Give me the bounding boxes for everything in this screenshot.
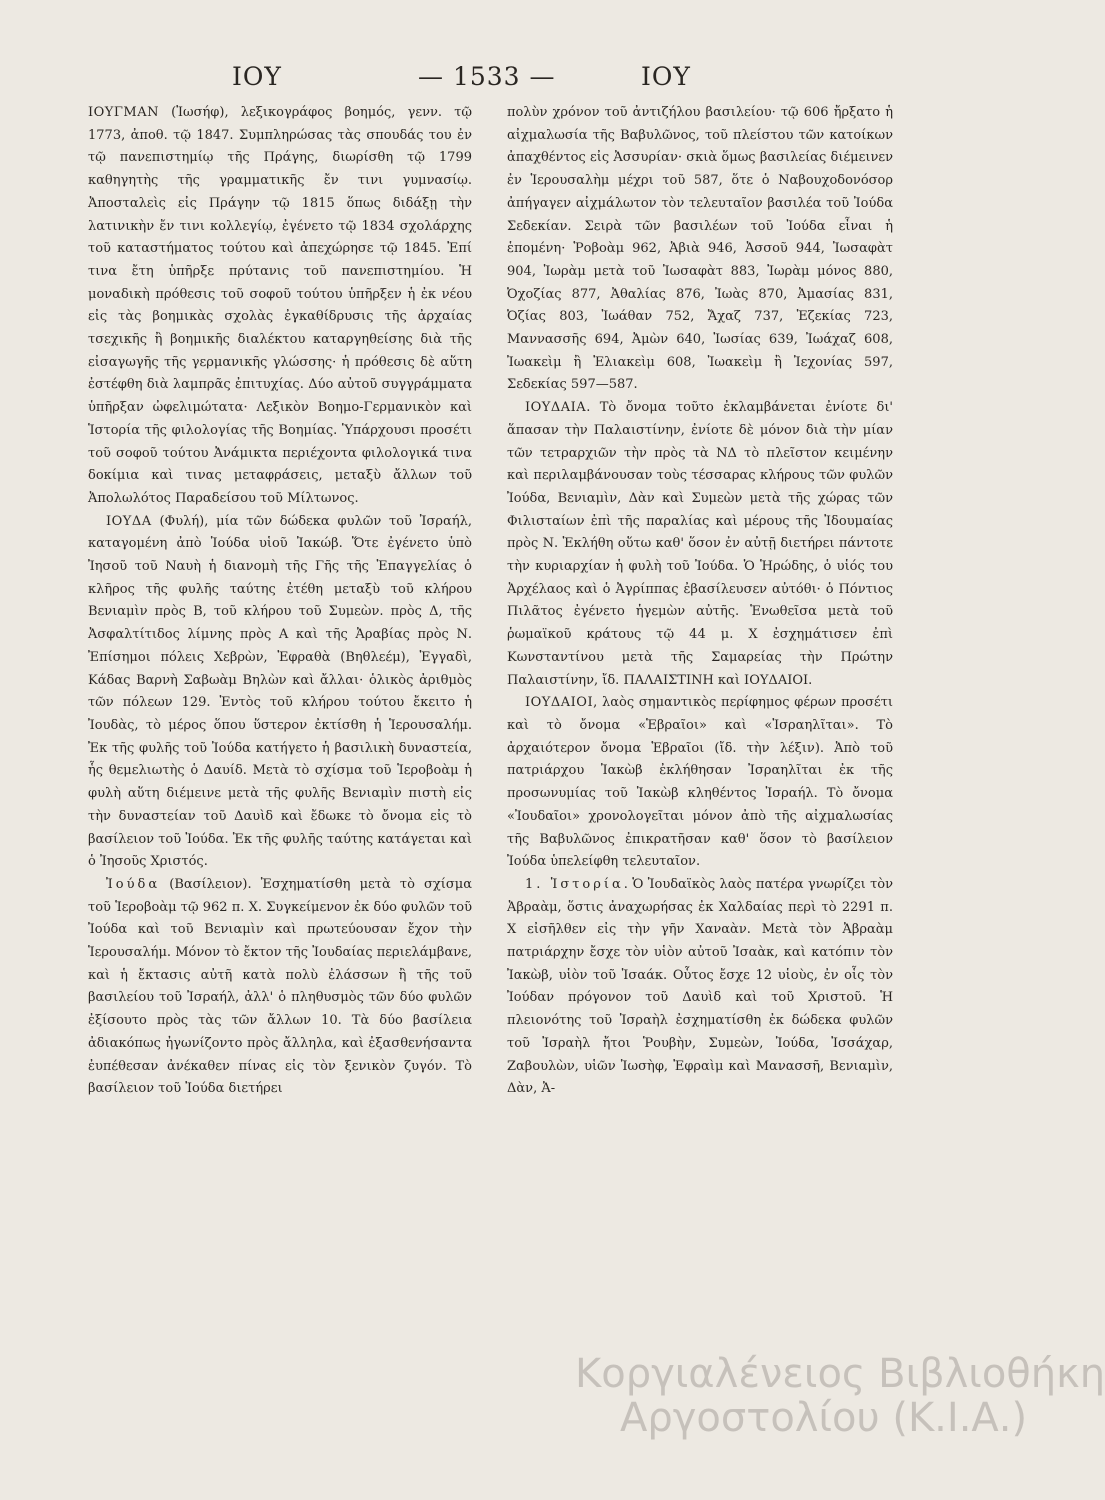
header-right-guideword: ΙΟΥ [641, 62, 691, 91]
left-column [88, 102, 472, 1482]
entry-continuation [507, 102, 893, 397]
entry-text: (Φυλή), μία τῶν δώδεκα φυλῶν τοῦ Ἰσραήλ, καταγομένη ἀπὸ Ἰούδα υἱοῦ Ἰακώβ. Ὅτε ἐγένετο ὑπὸ Ἰησοῦ τοῦ Ναυὴ ἡ διανομὴ τῆς Γῆς τῆς Ἐπαγγελίας ὁ κλῆρος τῆς φυλῆς ταύτης ἐτέθη μεταξὺ τοῦ κλήρου Βενιαμὶν πρὸς Β, τοῦ κλήρου τοῦ Συμεὼν. πρὸς Δ, τῆς Ἀσφαλτίτιδος λίμνης πρὸς Α καὶ τῆς Ἀραβίας πρὸς Ν. Ἐπίσημοι πόλεις Χεβρὼν, Ἐφραθὰ (Βηθλεέμ), Ἐγγαδὶ, Κάδας Βαρνὴ Σαβωὰμ Βηλὼν καὶ ἄλλαι· ὁλικὸς ἀριθμὸς τῶν πόλεων 129. Ἐντὸς τοῦ κλήρου τούτου ἔκειτο ἡ Ἰουδὰς, τὸ μέρος ὅπου ὕστερον ἐκτίσθη ἡ Ἱερουσαλήμ. Ἐκ τῆς φυλῆς τοῦ Ἰούδα κατήγετο ἡ βασιλικὴ δυναστεία, ἧς θεμελιωτὴς ὁ Δαυίδ. Μετὰ τὸ σχίσμα τοῦ Ἱεροβοὰμ ἡ φυλὴ αὕτη διέμεινε μετὰ τῆς φυλῆς Βενιαμὶν πιστὴ εἰς τὴν δυναστείαν τοῦ Δαυὶδ καὶ ἔδωκε τὸ ὄνομα εἰς τὸ βασίλειον τοῦ Ἰούδα. Ἐκ τῆς φυλῆς ταύτης κατάγεται καὶ ὁ Ἰησοῦς Χριστός. [88, 513, 472, 870]
entry-text: . Τὸ ὄνομα τοῦτο ἐκλαμβάνεται ἐνίοτε δι' ἅπασαν τὴν Παλαιστίνην, ἐνίοτε δὲ μόνον διὰ τὴν μίαν τῶν τετραρχιῶν τὴν πρὸς τὰ ΝΔ τὸ πλεῖστον κειμένην καὶ περιλαμβάνουσαν τοὺς τέσσαρας κλήρους τῶν φυλῶν Ἰούδα, Βενιαμὶν, Δὰν καὶ Συμεὼν μετὰ τῆς χώρας τῶν Φιλισταίων ἐπὶ τῆς παραλίας καὶ μέρους τῆς Ἰδουμαίας πρὸς Ν. Ἐκλήθη οὕτω καθ' ὅσον ἐν αὐτῇ διετήρει πάντοτε τὴν κυριαρχίαν ἡ φυλὴ τοῦ Ἰούδα. Ὁ Ἡρώδης, ὁ υἱός του Ἀρχέλαος καὶ ὁ Ἀγρίππας ἐβασίλευσεν αὐτόθι· ὁ Πόντιος Πιλᾶτος ἐγένετο ἡγεμὼν αὐτῆς. Ἑνωθεῖσα μετὰ τοῦ ῥωμαϊκοῦ κράτους τῷ 44 μ. Χ ἐσχημάτισεν ἐπὶ Κωνσταντίνου μετὰ τῆς Σαμαρείας τὴν Πρώτην Παλαιστίνην, ἴδ. ΠΑΛΑΙΣΤΙΝΗ καὶ ΙΟΥΔΑΙΟΙ. [507, 400, 893, 688]
entry-ioudaioi [507, 692, 893, 874]
entry-text: (Βασίλειον). Ἐσχηματίσθη μετὰ τὸ σχίσμα τοῦ Ἱεροβοὰμ τῷ 962 π. Χ. Συγκείμενον ἐκ δύο φυλῶν τοῦ Ἰούδα καὶ τοῦ Βενιαμὶν καὶ πρωτεύουσαν ἔχον τὴν Ἱερουσαλήμ. Μόνον τὸ ἔκτον τῆς Ἰουδαίας περιελάμβανε, καὶ ἡ ἔκτασις αὐτῆ κατὰ πολὺ ἐλάσσων ἢ τῆς τοῦ βασιλείου τοῦ Ἰσραήλ, ἀλλ' ὁ πληθυσμὸς τῶν δύο φυλῶν ἐξίσουτο πρὸς τὰς τῶν ἄλλων 10. Τὰ δύο βασίλεια ἀδιακόπως ἠγωνίζοντο πρὸς ἄλληλα, καὶ ἐξασθενήσαντα ἐυπέθεσαν ἀνέκαθεν πίνας εἰς τὸν ξενικὸν ζυγόν. Τὸ βασίλειον τοῦ Ἰούδα διετήρει [88, 876, 472, 1097]
header-left-guideword: ΙΟΥ [232, 62, 282, 91]
watermark-line-2: Αργοστολίου (Κ.Ι.Α.) [620, 1395, 1028, 1441]
entry-headword: ΙΟΥΔΑ [106, 513, 152, 529]
entry-text: , λαὸς σημαντικὸς περίφημος φέρων προσέτι καὶ τὸ ὄνομα «Ἑβραῖοι» καὶ «Ἰσραηλῖται». Τὸ ἀρχαιότερον ὄνομα Ἑβραῖοι (ἴδ. τὴν λέξιν). Ἀπὸ τοῦ πατριάρχου Ἰακὼβ ἐκλήθησαν Ἰσραηλῖται ἐκ τῆς προσωνυμίας τοῦ Ἰακὼβ κληθέντος Ἰσραήλ. Τὸ ὄνομα «Ἰουδαῖοι» χρονολογεῖται μόνον ἀπὸ τῆς αἰχμαλωσίας τῆς Βαβυλῶνος ἐπικρατῆσαν καθ' ὅσον τὸ βασίλειον Ἰούδα ὑπελείφθη τελευταῖον. [507, 695, 893, 870]
entry-iougman [88, 102, 472, 511]
entry-headword: ΙΟΥΔΑΙΟΙ [525, 695, 594, 711]
watermark-line-1: Κοργιαλένειος Βιβλιοθήκη [575, 1351, 1105, 1397]
entry-iouda-tribe [88, 511, 472, 874]
entry-text: (Ἰωσήφ), λεξικογράφος βοημός, γενν. τῷ 1773, ἀποθ. τῷ 1847. Συμπληρώσας τὰς σπουδάς του ἐν τῷ πανεπιστημίῳ τῆς Πράγης, διωρίσθη τῷ 1799 καθηγητὴς τῆς γραμματικῆς ἔν τινι γυμνασίῳ. Ἀποσταλεὶς εἰς Πράγην τῷ 1815 ὅπως διδάξῃ τὴν λατινικὴν ἔν τινι κολλεγίῳ, ἐγένετο τῷ 1834 σχολάρχης τοῦ καταστήματος τούτου καὶ ἀπεχώρησε τῷ 1845. Ἐπί τινα ἔτη ὑπῆρξε πρύτανις τοῦ πανεπιστημίου. Ἡ μοναδικὴ πρόθεσις τοῦ σοφοῦ τούτου ὑπῆρξεν ἡ ἐκ νέου εἰς τὰς βοημικὰς σχολὰς ἐγκαθίδρυσις τῆς ἀρχαίας τσεχικῆς ἢ βοημικῆς διαλέκτου καταργηθείσης διὰ τῆς εἰσαγωγῆς τῆς γερμανικῆς γλώσσης· ἡ πρόθεσις δὲ αὕτη ἐστέφθη διὰ λαμπρᾶς ἐπιτυχίας. Δύο αὐτοῦ συγγράμματα ὑπῆρξαν ὠφελιμώτατα· Λεξικὸν Βοημο-Γερμανικὸν καὶ Ἱστορία τῆς φιλολογίας τῆς Βοημίας. Ὑπάρχουσι προσέτι τοῦ σοφοῦ τούτου Ἀνάμικτα περιέχοντα φιλολογικά τινα δοκίμια καὶ τινας μεταφράσεις, μεταξὺ ἄλλων τοῦ Ἀπολωλότος Παραδείσου τοῦ Μίλτωνος. [88, 105, 472, 506]
entry-iouda-kingdom [88, 874, 472, 1101]
entry-text: πολὺν χρόνον τοῦ ἀντιζήλου βασιλείου· τῷ 606 ἤρξατο ἡ αἰχμαλωσία τῆς Βαβυλῶνος, τοῦ πλείστου τῶν κατοίκων ἀπαχθέντος εἰς Ἀσσυρίαν· σκιὰ ὅμως βασιλείας διέμεινεν ἐν Ἱερουσαλὴμ μέχρι τοῦ 587, ὅτε ὁ Ναβουχοδονόσορ ἀπήγαγεν αἰχμάλωτον τὸν τελευταῖον βασιλέα τοῦ Ἰούδα Σεδεκίαν. Σειρὰ τῶν βασιλέων τοῦ Ἰούδα εἶναι ἡ ἑπομένη· Ῥοβοὰμ 962, Ἀβιὰ 946, Ἀσσοῦ 944, Ἰωσαφὰτ 904, Ἰωρὰμ μετὰ τοῦ Ἰωσαφὰτ 883, Ἰωρὰμ μόνος 880, Ὀχοζίας 877, Ἀθαλίας 876, Ἰωὰς 870, Ἀμασίας 831, Ὀζίας 803, Ἰωάθαν 752, Ἄχαζ 737, Ἐζεκίας 723, Μαννασσῆς 694, Ἀμὼν 640, Ἰωσίας 639, Ἰωάχαζ 608, Ἰωακεὶμ ἢ Ἐλιακεὶμ 608, Ἰωακεὶμ ἢ Ἰεχονίας 597, Σεδεκίας 597—587. [507, 105, 893, 393]
right-column [507, 102, 893, 1482]
entry-headword: ΙΟΥΔΑΙΑ [525, 400, 587, 416]
entry-headword: ΙΟΥΓΜΑΝ [88, 105, 159, 120]
entry-history-section [507, 874, 893, 1101]
entry-ioudaia [507, 397, 893, 692]
page-number: — 1533 — [418, 62, 556, 91]
entry-headword: Ἰούδα [106, 876, 161, 892]
running-header [0, 62, 990, 96]
entry-text: . Ὁ Ἰουδαϊκὸς λαὸς πατέρα γνωρίζει τὸν Ἀβραὰμ, ὅστις ἀναχωρήσας ἐκ Χαλδαίας περὶ τὸ 2291 π. Χ εἰσῆλθεν εἰς τὴν γῆν Χαναὰν. Μετὰ τὸν Ἀβραὰμ πατριάρχην ἔσχε τὸν υἱὸν αὐτοῦ Ἰσαὰκ, καὶ κατόπιν τὸν Ἰακὼβ, υἱὸν τοῦ Ἰσαάκ. Οὗτος ἔσχε 12 υἱοὺς, ἐν οἷς τὸν Ἰούδαν πρόγονον τοῦ Δαυὶδ καὶ τοῦ Χριστοῦ. Ἡ πλειονότης τοῦ Ἰσραὴλ ἐσχηματίσθη ἐκ δώδεκα φυλῶν τοῦ Ἰσραὴλ ἤτοι Ῥουβὴν, Συμεὼν, Ἰούδα, Ἰσσάχαρ, Ζαβουλὼν, υἱῶν Ἰωσὴφ, Ἐφραὶμ καὶ Μανασσῆ, Βενιαμὶν, Δὰν, Ἀ- [507, 876, 893, 1097]
section-heading: 1. Ἱστορία [525, 876, 624, 892]
